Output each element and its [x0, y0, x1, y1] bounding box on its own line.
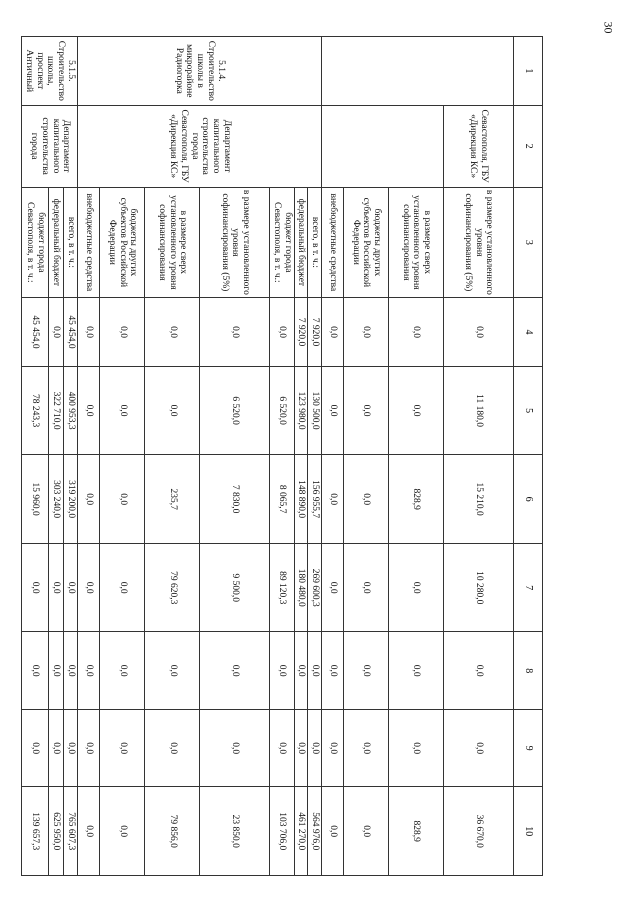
value-cell: 0,0 [294, 709, 308, 786]
value-cell: 0,0 [48, 543, 63, 632]
value-cell: 400 953,3 [63, 366, 78, 455]
value-cell: 0,0 [344, 366, 389, 455]
value-cell: 0,0 [270, 632, 294, 709]
executor-cell: Департамент капитального строительства города [22, 105, 78, 187]
source-label: всего, в т. ч.: [63, 187, 78, 298]
value-cell: 0,0 [389, 298, 444, 367]
value-cell: 564 976,0 [308, 787, 322, 876]
value-cell: 15 210,0 [444, 455, 514, 544]
header-cell: 2 [514, 105, 543, 187]
value-cell: 6 520,0 [270, 366, 294, 455]
header-cell: 3 [514, 187, 543, 298]
value-cell: 0,0 [200, 709, 270, 786]
value-cell: 0,0 [145, 366, 200, 455]
value-cell: 0,0 [145, 709, 200, 786]
page-number: 30 [601, 21, 616, 34]
value-cell: 0,0 [22, 543, 48, 632]
value-cell: 0,0 [63, 632, 78, 709]
value-cell: 319 200,0 [63, 455, 78, 544]
source-label: бюджеты других субъектов Российской Федерации [100, 187, 145, 298]
executor-cell: Департамент капитального строительства города Севастополя, ГБУ «Дирекция КС» [78, 105, 322, 187]
header-cell: 8 [514, 632, 543, 709]
header-cell: 1 [514, 37, 543, 106]
value-cell: 269 600,3 [308, 543, 322, 632]
value-cell: 0,0 [294, 632, 308, 709]
value-cell: 148 890,0 [294, 455, 308, 544]
value-cell: 0,0 [100, 298, 145, 367]
value-cell: 0,0 [389, 543, 444, 632]
header-cell: 9 [514, 709, 543, 786]
value-cell: 0,0 [78, 787, 100, 876]
rotated-table-container [24, 36, 543, 876]
value-cell: 0,0 [270, 709, 294, 786]
value-cell: 0,0 [322, 632, 344, 709]
value-cell: 0,0 [100, 543, 145, 632]
value-cell: 0,0 [78, 632, 100, 709]
value-cell: 8 065,7 [270, 455, 294, 544]
value-cell: 0,0 [322, 298, 344, 367]
source-label: бюджет города Севастополя, в т. ч.: [270, 187, 294, 298]
value-cell: 828,9 [389, 455, 444, 544]
value-cell: 0,0 [100, 455, 145, 544]
table-row [308, 37, 322, 876]
source-label: бюджеты других субъектов Российской Федерации [344, 187, 389, 298]
value-cell: 0,0 [78, 709, 100, 786]
table-row [63, 37, 78, 876]
value-cell: 45 454,0 [22, 298, 48, 367]
value-cell: 79 620,3 [145, 543, 200, 632]
value-cell: 36 670,0 [444, 787, 514, 876]
value-cell: 0,0 [200, 632, 270, 709]
value-cell: 0,0 [22, 709, 48, 786]
value-cell: 0,0 [100, 366, 145, 455]
value-cell: 0,0 [145, 632, 200, 709]
value-cell: 0,0 [308, 709, 322, 786]
value-cell: 461 270,0 [294, 787, 308, 876]
value-cell: 0,0 [322, 787, 344, 876]
value-cell: 10 280,0 [444, 543, 514, 632]
value-cell: 765 607,3 [63, 787, 78, 876]
value-cell: 130 500,0 [308, 366, 322, 455]
source-label: внебюджетные средства [322, 187, 344, 298]
value-cell: 0,0 [63, 543, 78, 632]
value-cell: 0,0 [78, 543, 100, 632]
source-label: в размере установленного уровня софинансирования (5%) [444, 187, 514, 298]
value-cell: 0,0 [308, 632, 322, 709]
value-cell: 235,7 [145, 455, 200, 544]
value-cell: 0,0 [444, 709, 514, 786]
header-cell: 5 [514, 366, 543, 455]
value-cell: 0,0 [344, 543, 389, 632]
source-label: в размере сверх установленного уровня софинансирования [145, 187, 200, 298]
source-label: в размере установленного уровня софинансирования (5%) [200, 187, 270, 298]
executor-cell [322, 105, 444, 187]
value-cell: 0,0 [444, 298, 514, 367]
value-cell: 11 180,0 [444, 366, 514, 455]
value-cell: 0,0 [444, 632, 514, 709]
value-cell: 15 960,0 [22, 455, 48, 544]
value-cell: 7 920,0 [308, 298, 322, 367]
value-cell: 180 480,0 [294, 543, 308, 632]
value-cell: 0,0 [145, 298, 200, 367]
value-cell: 0,0 [389, 709, 444, 786]
header-cell: 6 [514, 455, 543, 544]
value-cell: 123 980,0 [294, 366, 308, 455]
value-cell: 0,0 [322, 455, 344, 544]
value-cell: 0,0 [322, 366, 344, 455]
value-cell: 156 955,7 [308, 455, 322, 544]
value-cell: 625 950,0 [48, 787, 63, 876]
value-cell: 0,0 [48, 632, 63, 709]
header-cell: 7 [514, 543, 543, 632]
value-cell: 0,0 [48, 709, 63, 786]
table-row [389, 37, 444, 876]
value-cell: 6 520,0 [200, 366, 270, 455]
value-cell: 45 454,0 [63, 298, 78, 367]
value-cell: 7 830,0 [200, 455, 270, 544]
value-cell: 103 706,0 [270, 787, 294, 876]
value-cell: 0,0 [78, 298, 100, 367]
value-cell: 0,0 [48, 298, 63, 367]
header-row [514, 37, 543, 876]
item-name-cell: 5.1.4. Строительство школы в микрорайоне Радиогорка [78, 37, 322, 106]
value-cell: 0,0 [344, 632, 389, 709]
value-cell: 0,0 [344, 709, 389, 786]
value-cell: 23 850,0 [200, 787, 270, 876]
value-cell: 0,0 [100, 709, 145, 786]
value-cell: 0,0 [344, 298, 389, 367]
value-cell: 9 500,0 [200, 543, 270, 632]
value-cell: 0,0 [200, 298, 270, 367]
source-label: в размере сверх установленного уровня софинансирования [389, 187, 444, 298]
value-cell: 0,0 [100, 787, 145, 876]
executor-cell: Севастополя, ГБУ «Дирекция КС» [444, 105, 514, 187]
value-cell: 139 657,3 [22, 787, 48, 876]
source-label: федеральный бюджет [48, 187, 63, 298]
funding-table [21, 36, 543, 876]
header-cell: 10 [514, 787, 543, 876]
header-cell: 4 [514, 298, 543, 367]
value-cell: 0,0 [78, 366, 100, 455]
value-cell: 0,0 [100, 632, 145, 709]
value-cell: 0,0 [344, 455, 389, 544]
value-cell: 0,0 [344, 787, 389, 876]
source-label: всего, в т. ч.: [308, 187, 322, 298]
source-label: внебюджетные средства [78, 187, 100, 298]
value-cell: 0,0 [270, 298, 294, 367]
value-cell: 89 120,3 [270, 543, 294, 632]
value-cell: 0,0 [22, 632, 48, 709]
value-cell: 79 856,0 [145, 787, 200, 876]
item-name-cell: 5.1.5. Строительство школы, проспект Античный [22, 37, 78, 106]
table-row [444, 37, 514, 876]
item-cell [322, 37, 514, 106]
value-cell: 322 710,0 [48, 366, 63, 455]
source-label: бюджет города Севастополя, в т. ч.: [22, 187, 48, 298]
source-label: федеральный бюджет [294, 187, 308, 298]
value-cell: 0,0 [389, 632, 444, 709]
value-cell: 0,0 [389, 366, 444, 455]
value-cell: 0,0 [78, 455, 100, 544]
value-cell: 0,0 [322, 543, 344, 632]
value-cell: 303 240,0 [48, 455, 63, 544]
value-cell: 78 243,3 [22, 366, 48, 455]
value-cell: 828,9 [389, 787, 444, 876]
value-cell: 0,0 [322, 709, 344, 786]
value-cell: 7 920,0 [294, 298, 308, 367]
value-cell: 0,0 [63, 709, 78, 786]
